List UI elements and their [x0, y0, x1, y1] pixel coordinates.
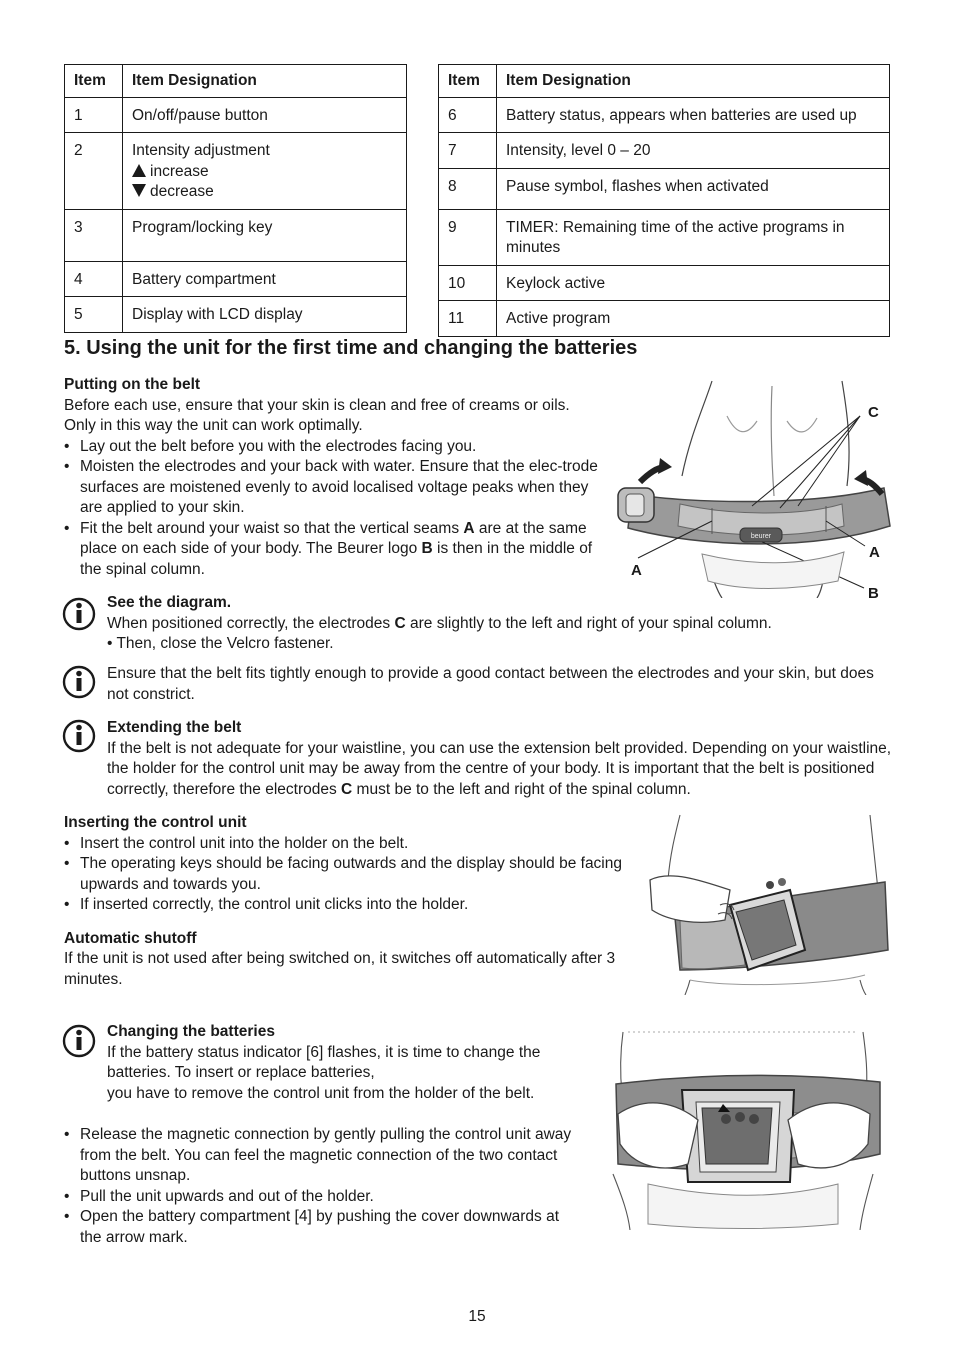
table-row — [439, 133, 890, 169]
intensity-label: Intensity adjustment — [132, 142, 270, 159]
list-item: • Open the battery compartment [4] by pushing the cover downwards at the arrow mark. — [64, 1207, 584, 1248]
table-cell-designation: Keylock active — [497, 265, 890, 301]
remove-figure — [598, 1024, 890, 1230]
info-heading: See the diagram. — [107, 594, 232, 611]
list-item: • Pull the unit upwards and out of the holder. — [64, 1187, 584, 1208]
table-cell-item: 5 — [65, 297, 123, 333]
label-c: C — [868, 404, 879, 421]
info-text: If the battery status indicator [6] flashes, it is time to change the batteries. To insert or replace batteries, — [107, 1043, 541, 1081]
table-row — [439, 209, 890, 265]
beurer-logo: beurer — [750, 533, 772, 540]
table-row — [65, 261, 407, 297]
putting-on-section — [64, 375, 604, 580]
insert-figure — [630, 810, 892, 995]
list-item: • The operating keys should be facing outwards and the display should be facing upwards and towards you. — [64, 854, 624, 895]
table-cell-item: 7 — [439, 133, 497, 169]
table-cell-designation: TIMER: Remaining time of the active programs in minutes — [497, 209, 890, 265]
changing-list — [64, 1125, 584, 1248]
table-row — [439, 301, 890, 337]
decrease-line: decrease — [132, 182, 398, 203]
info-icon — [62, 719, 96, 753]
insert-unit-illustration — [630, 810, 892, 995]
table-cell-item: 9 — [439, 209, 497, 265]
table-cell-item: 2 — [65, 133, 123, 210]
info-heading: Changing the batteries — [107, 1023, 275, 1040]
putting-on-list — [64, 437, 604, 581]
shutoff-heading: Automatic shutoff — [64, 929, 197, 947]
label-a-right: A — [869, 544, 880, 561]
label-b: B — [868, 585, 879, 602]
table-cell-designation: On/off/pause button — [123, 97, 407, 133]
triangle-up-icon — [132, 164, 146, 177]
belt-illustration — [612, 376, 892, 598]
item-table-left — [64, 64, 407, 333]
remove-unit-illustration — [598, 1024, 890, 1230]
list-item: • Moisten the electrodes and your back with water. Ensure that the elec-trode surfaces are moistened evenly to avoid localised voltage peaks when they are applied to your skin. — [64, 457, 604, 519]
table-cell-item: 4 — [65, 261, 123, 297]
section-title: 5. Using the unit for the first time and changing the batteries — [64, 337, 638, 359]
table-cell-item: 3 — [65, 209, 123, 261]
table-header-designation: Item Designation — [123, 65, 407, 98]
table-row — [65, 297, 407, 333]
table-header-designation: Item Designation — [497, 65, 890, 98]
changing-steps — [64, 1125, 584, 1248]
table-header-item: Item — [65, 65, 123, 98]
table-header-item: Item — [439, 65, 497, 98]
list-item: • Fit the belt around your waist so that the vertical seams A are at the same place on each side of your body. The Beurer logo B is then in the middle of the spinal column. — [64, 519, 604, 581]
info-text: When positioned correctly, the electrodes C are slightly to the left and right of your spinal column. — [107, 614, 772, 632]
putting-on-intro: Before each use, ensure that your skin is clean and free of creams or oils. Only in this way the unit can work optimally. — [64, 396, 570, 434]
table-cell-designation: Pause symbol, flashes when activated — [497, 168, 890, 209]
label-a-left: A — [631, 562, 642, 579]
table-cell-item: 10 — [439, 265, 497, 301]
list-item: • Lay out the belt before you with the electrodes facing you. — [64, 437, 604, 458]
info-text: • Then, close the Velcro fastener. — [107, 635, 334, 652]
inserting-list — [64, 834, 624, 916]
list-item: • Release the magnetic connection by gently pulling the control unit away from the belt. You can feel the magnetic connection of the two contact buttons unsnap. — [64, 1125, 584, 1187]
table-cell-item: 11 — [439, 301, 497, 337]
table-row — [65, 209, 407, 261]
table-cell-item: 1 — [65, 97, 123, 133]
inserting-heading: Inserting the control unit — [64, 814, 247, 831]
table-row — [439, 97, 890, 133]
list-item: • If inserted correctly, the control unit clicks into the holder. — [64, 895, 624, 916]
info-icon — [62, 597, 96, 631]
info-icon — [62, 1024, 96, 1058]
table-cell-item: 8 — [439, 168, 497, 209]
table-cell-designation: Program/locking key — [123, 209, 407, 261]
info-icon — [62, 665, 96, 699]
table-row — [439, 168, 890, 209]
triangle-down-icon — [132, 184, 146, 197]
info-fit-note: Ensure that the belt fits tightly enough to provide a good contact between the electrodes and your skin, but does not constrict. — [107, 665, 874, 703]
table-cell-designation: Active program — [497, 301, 890, 337]
table-cell-designation: Intensity, level 0 – 20 — [497, 133, 890, 169]
shutoff-text: If the unit is not used after being switched on, it switches off automatically after 3 minutes. — [64, 950, 616, 988]
putting-on-heading: Putting on the belt — [64, 376, 201, 393]
table-row — [65, 97, 407, 133]
list-item: • Insert the control unit into the holder on the belt. — [64, 834, 624, 855]
info-text: you have to remove the control unit from the holder of the belt. — [107, 1084, 535, 1102]
table-row — [439, 265, 890, 301]
page-number: 15 — [468, 1308, 486, 1325]
table-cell-designation: Battery status, appears when batteries are used up — [497, 97, 890, 133]
inserting-section — [64, 813, 624, 990]
info-heading: Extending the belt — [107, 719, 242, 736]
table-cell-designation — [123, 133, 407, 210]
table-cell-designation: Display with LCD display — [123, 297, 407, 333]
item-table-right — [438, 64, 890, 337]
info-changing-batteries — [107, 1022, 577, 1104]
table-cell-item: 6 — [439, 97, 497, 133]
increase-line: increase — [132, 162, 398, 183]
info-diagram-note — [107, 593, 897, 655]
table-cell-designation: Battery compartment — [123, 261, 407, 297]
belt-diagram — [612, 376, 892, 602]
info-extending-note — [107, 718, 897, 800]
info-text: If the belt is not adequate for your waistline, you can use the extension belt provided. Depending on your waistline, the holder for the control unit may be away from the centre of your body. It is important that the belt is positioned correctly, therefore the electrodes C must be to the left and right of the spinal column. — [107, 739, 892, 798]
table-row — [65, 133, 407, 210]
